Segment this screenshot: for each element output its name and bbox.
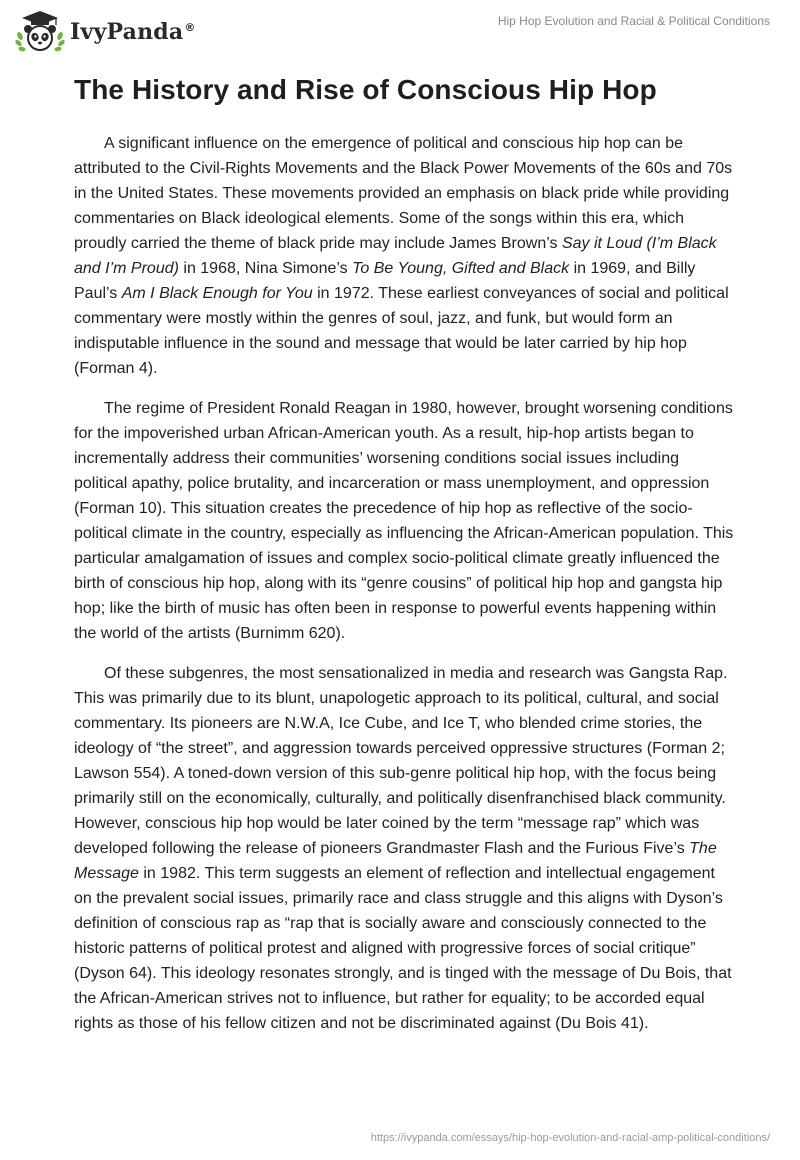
document-title: Hip Hop Evolution and Racial & Political Conditions bbox=[497, 14, 770, 28]
source-url[interactable]: https://ivypanda.com/essays/hip-hop-evolution-and-racial-amp-political-conditions/ bbox=[370, 1132, 770, 1144]
registered-mark: ® bbox=[184, 20, 196, 34]
page-title: The History and Rise of Conscious Hip Hop bbox=[74, 74, 657, 105]
song-title: Am I Black Enough for You bbox=[121, 285, 313, 302]
panda-graduate-icon bbox=[14, 10, 66, 54]
paragraph-1: A significant influence on the emergence of political and conscious hip hop can be attributed to the Civil-Rights Movements and the Black Power Movements of the 60s and 70s in the United States. These movements provided an emphasis on black pride while providing commentaries on Black ideological elements. Some of the songs within this era, which proudly carried the theme of black pride may include James Brown’s Say it Loud (I’m Black and I’m Proud) in 1968, Nina Simone’s To Be Young, Gifted and Black in 1969, and Billy Paul’s Am I Black Enough for You in 1972. These earliest conveyances of social and political commentary were mostly within the genres of soul, jazz, and funk, but would form an indisputable influence in the sound and message that would be later carried by hip hop (Forman 4). bbox=[74, 135, 733, 377]
paragraph-3: Of these subgenres, the most sensationalized in media and research was Gangsta Rap. This was primarily due to its blunt, unapologetic approach to its political, cultural, and social commentary. Its pioneers are N.W.A, Ice Cube, and Ice T, who blended crime stories, the ideology of “the street”, and aggression towards perceived oppressive structures (Forman 2; Lawson 554). A toned-down version of this sub-genre political hip hop, with the focus being primarily still on the economically, culturally, and politically disenfranchised black community. However, conscious hip hop would be later coined by the term “message rap” which was developed following the release of pioneers Grandmaster Flash and the Furious Five’s The Message in 1982. This term suggests an element of reflection and intellectual engagement on the prevalent social issues, primarily race and class struggle and this aligns with Dyson’s definition of conscious rap as “rap that is socially aware and consciously connected to the historic patterns of political protest and aligned with progressive forces of social critique” (Dyson 64). This ideology resonates strongly, and is tinged with the message of Du Bois, that the African-American strives not to influence, but rather for equality; to be accorded equal rights as those of his fellow citizen and not be discriminated against (Du Bois 41). bbox=[74, 665, 732, 1032]
song-title: Say it Loud (I’m Black and I’m Proud) bbox=[74, 235, 717, 277]
brand-name: IvyPanda® bbox=[70, 19, 196, 45]
song-title: The Message bbox=[74, 840, 717, 882]
song-title: To Be Young, Gifted and Black bbox=[352, 260, 570, 277]
article-body bbox=[74, 131, 734, 1051]
paragraph-2: The regime of President Ronald Reagan in 1980, however, brought worsening conditions for the impoverished urban African-American youth. As a result, hip-hop artists began to incrementally address their communities’ worsening conditions social issues including political apathy, police brutality, and incarceration or mass unemployment, and oppression (Forman 10). This situation creates the precedence of hip hop as reflective of the socio-political climate in the country, especially as influencing the African-American population. This particular amalgamation of issues and complex socio-political climate greatly influenced the birth of conscious hip hop, along with its “genre cousins” of political hip hop and gangsta hip hop; like the birth of music has often been in response to powerful events happening within the world of the artists (Burnimm 620). bbox=[74, 400, 734, 642]
page-header bbox=[0, 0, 800, 60]
brand-logo[interactable] bbox=[14, 10, 196, 54]
